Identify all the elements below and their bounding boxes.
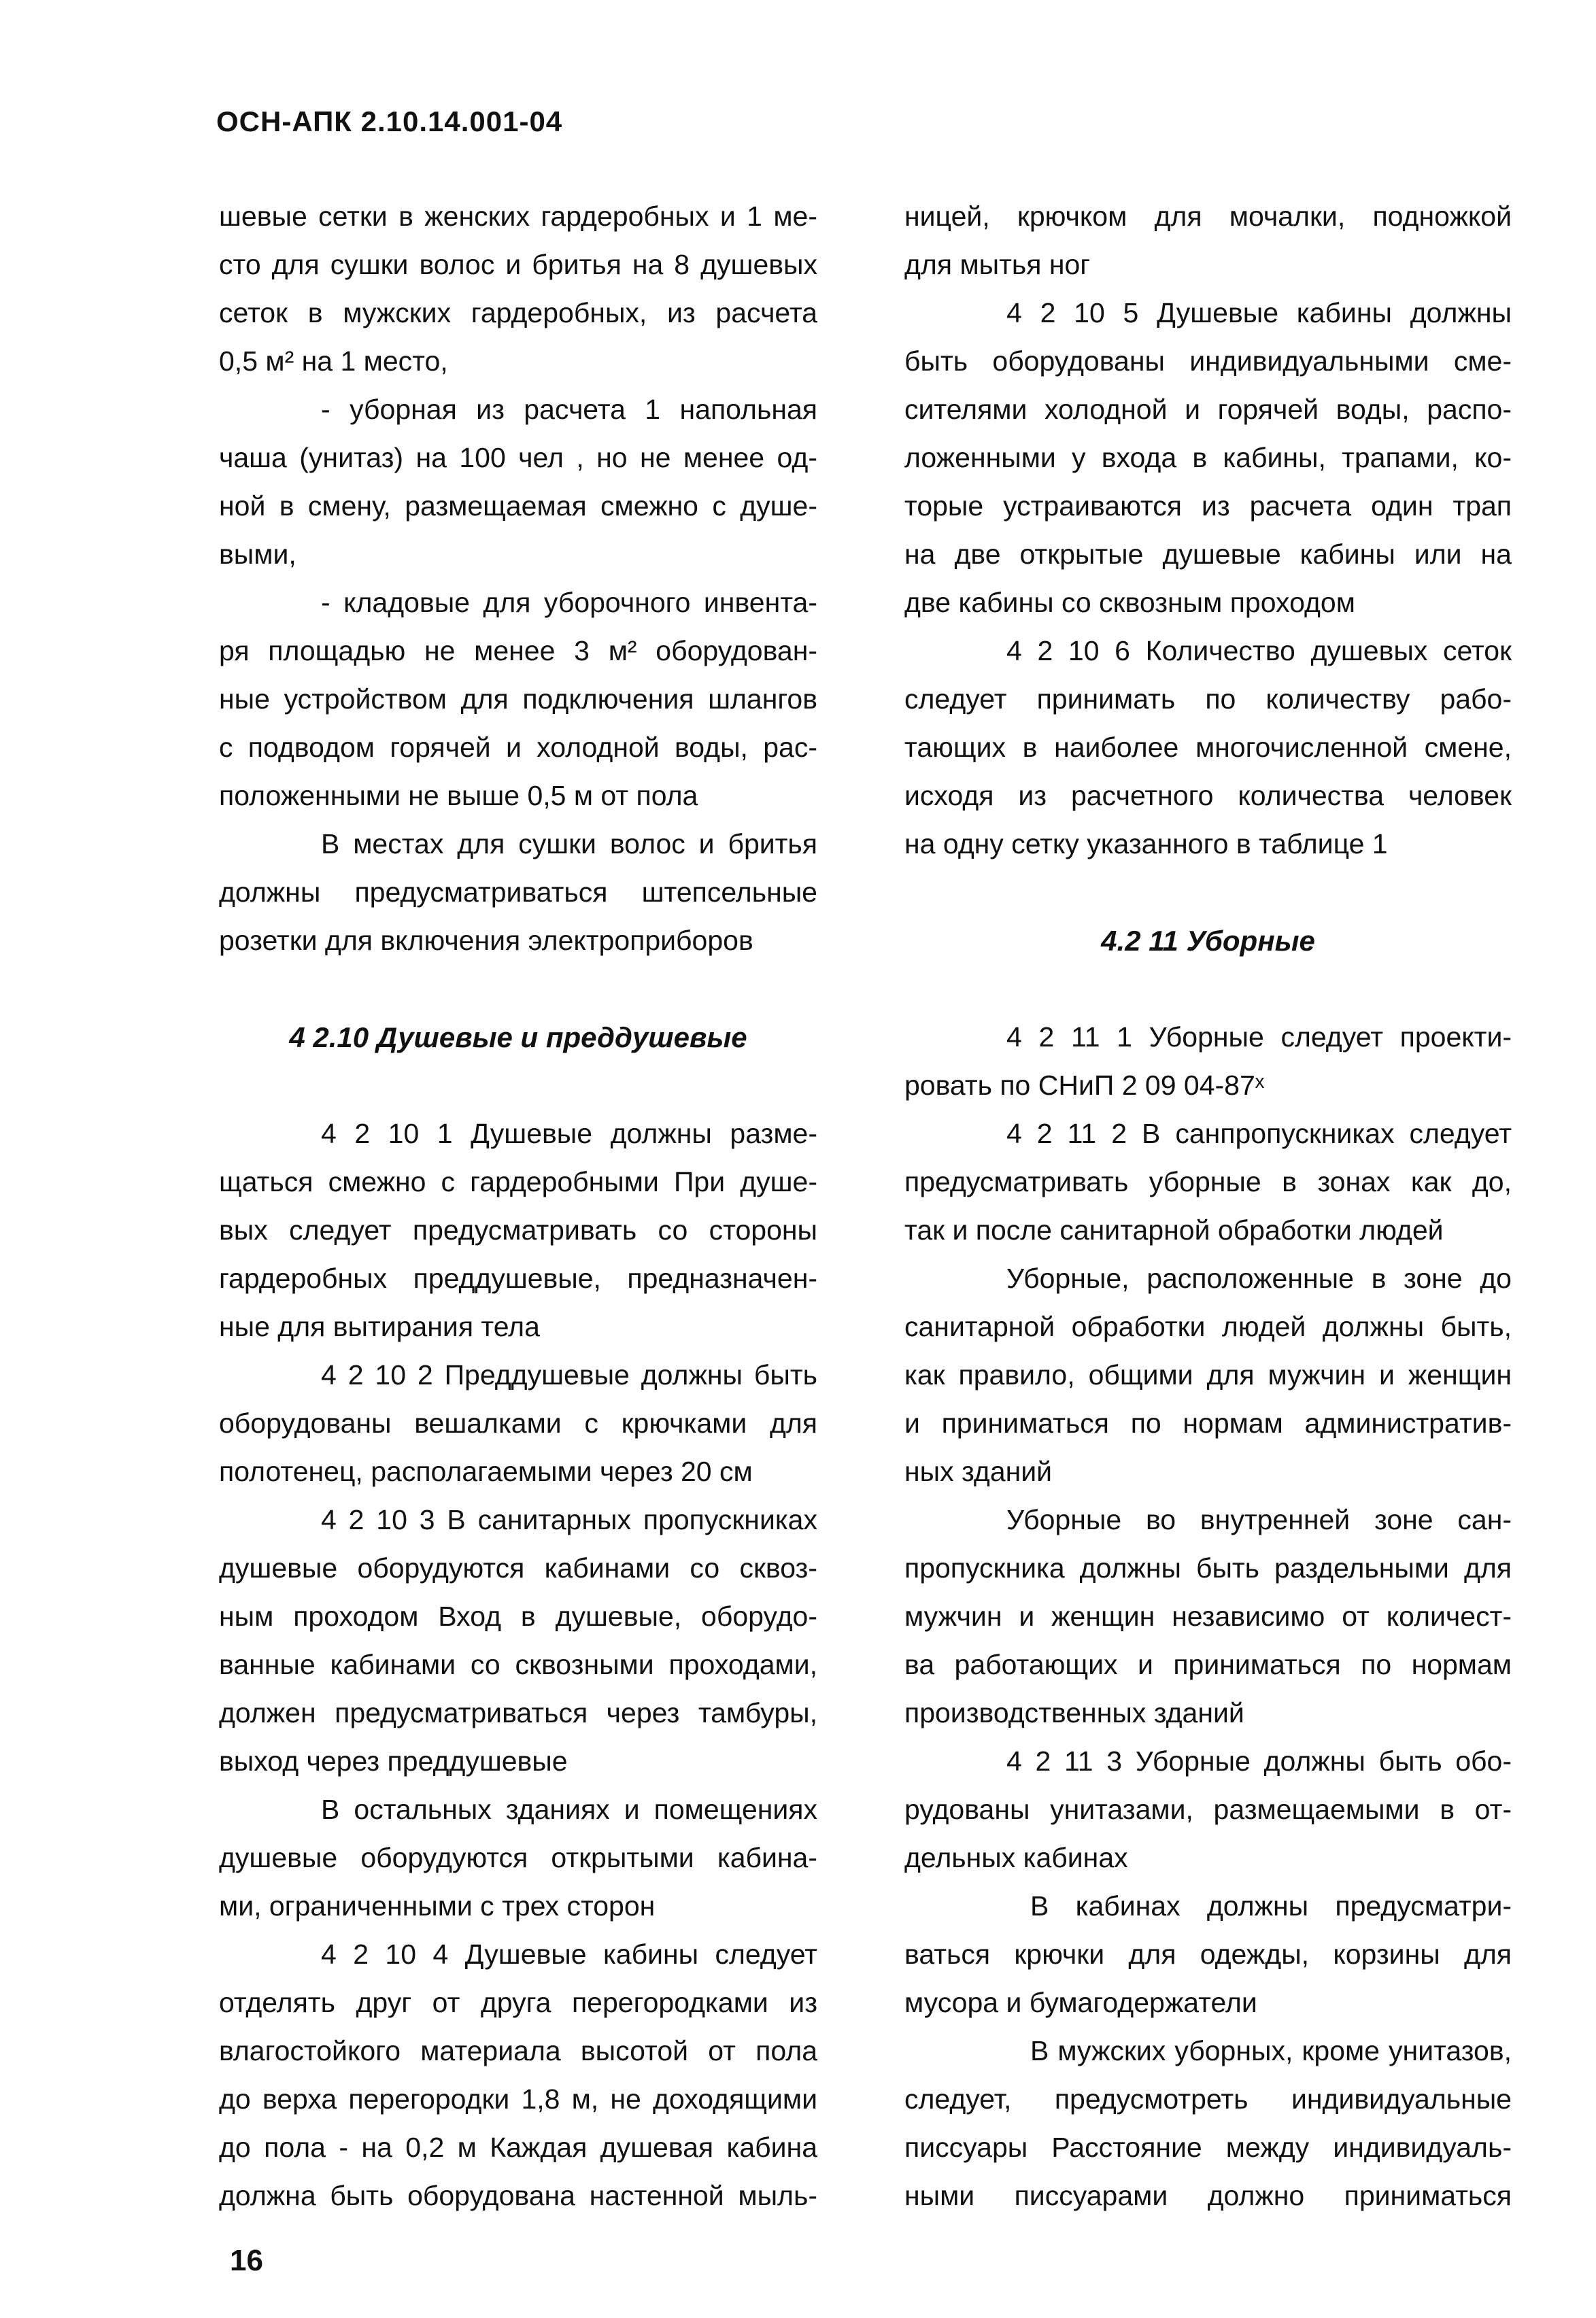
text-line: влагостойкого материала высотой от пола: [219, 2035, 817, 2066]
text-line: 0,5 м² на 1 место,: [219, 345, 448, 377]
text-line: ной в смену, размещаемая смежно с душе-: [219, 490, 817, 522]
text-line: ложенными у входа в кабины, трапами, ко-: [904, 442, 1512, 473]
text-line: пропускника должны быть раздельными для: [904, 1552, 1512, 1584]
text-line: ные для вытирания тела: [219, 1311, 540, 1342]
text-line: 4 2 10 1 Душевые должны разме-: [321, 1118, 817, 1149]
text-line: торые устраиваются из расчета один трап: [904, 490, 1512, 522]
text-line: дельных кабинах: [904, 1842, 1128, 1873]
text-line: должны предусматриваться штепсельные: [219, 876, 817, 908]
text-line: как правило, общими для мужчин и женщин: [904, 1359, 1512, 1391]
document-header: ОСН-АПК 2.10.14.001-04: [216, 105, 563, 137]
text-line: 4 2 11 2 В санпропускниках следует: [1006, 1118, 1512, 1149]
text-line: так и после санитарной обработки людей: [904, 1214, 1444, 1246]
text-line: 4 2 10 5 Душевые кабины должны: [1006, 297, 1512, 328]
text-line: 4 2 10 2 Преддушевые должны быть: [321, 1359, 817, 1391]
text-line: 4 2 10 4 Душевые кабины следует: [321, 1939, 817, 1970]
text-line: ванные кабинами со сквозными проходами,: [219, 1649, 817, 1680]
text-line: до пола - на 0,2 м Каждая душевая кабина: [219, 2132, 817, 2163]
text-line: Уборные во внутренней зоне сан-: [1006, 1504, 1512, 1535]
text-line: выми,: [219, 539, 296, 570]
text-line: две кабины со сквозным проходом: [904, 587, 1355, 618]
text-line: В кабинах должны предусматри-: [1030, 1890, 1512, 1922]
text-line: следует принимать по количеству рабо-: [904, 683, 1512, 715]
text-line: отделять друг от друга перегородками из: [219, 1987, 817, 2018]
text-line: 4 2 11 1 Уборные следует проекти-: [1006, 1021, 1512, 1053]
text-line: ми, ограниченными с трех сторон: [219, 1890, 656, 1922]
text-line: до верха перегородки 1,8 м, не доходящими: [219, 2083, 817, 2115]
text-line: ные устройством для подключения шлангов: [219, 683, 817, 715]
text-line: с подводом горячей и холодной воды, рас-: [219, 732, 817, 763]
text-line: на две открытые душевые кабины или на: [904, 539, 1512, 570]
text-line: - кладовые для уборочного инвента-: [321, 587, 817, 618]
section-heading: 4 2.10 Душевые и преддушевые: [289, 1021, 747, 1053]
text-line: положенными не выше 0,5 м от пола: [219, 780, 698, 811]
text-line: исходя из расчетного количества человек: [904, 780, 1512, 811]
text-line: ровать по СНиП 2 09 04-87ˣ: [904, 1070, 1265, 1101]
text-line: ваться крючки для одежды, корзины для: [904, 1939, 1512, 1970]
text-line: вых следует предусматривать со стороны: [219, 1214, 817, 1246]
left-text-column: [219, 192, 817, 2220]
text-line: гардеробных преддушевые, предназначен-: [219, 1263, 817, 1294]
text-line: ных зданий: [904, 1456, 1053, 1487]
text-line: В местах для сушки волос и бритья: [321, 828, 817, 859]
page-number: 16: [230, 2244, 263, 2277]
text-line: ными писсуарами должно приниматься: [904, 2180, 1512, 2211]
text-line: сеток в мужских гардеробных, из расчета: [219, 297, 817, 328]
text-line: Уборные, расположенные в зоне до: [1006, 1263, 1512, 1294]
text-line: душевые оборудуются кабинами со сквоз-: [219, 1552, 817, 1584]
text-line: следует, предусмотреть индивидуальные: [904, 2083, 1512, 2115]
text-line: ницей, крючком для мочалки, подножкой: [904, 201, 1512, 232]
text-line: В мужских уборных, кроме унитазов,: [1030, 2035, 1512, 2066]
text-line: на одну сетку указанного в таблице 1: [904, 828, 1388, 859]
text-line: должен предусматриваться через тамбуры,: [219, 1697, 817, 1728]
text-line: мусора и бумагодержатели: [904, 1987, 1257, 2018]
right-text-column: [904, 192, 1512, 2220]
text-line: душевые оборудуются открытыми кабина-: [219, 1842, 817, 1873]
text-line: ва работающих и приниматься по нормам: [904, 1649, 1512, 1680]
text-line: - уборная из расчета 1 напольная: [321, 394, 817, 425]
text-line: сто для сушки волос и бритья на 8 душевых: [219, 249, 817, 280]
text-line: мужчин и женщин независимо от количест-: [904, 1601, 1512, 1632]
text-line: и приниматься по нормам административ-: [904, 1408, 1512, 1439]
text-line: шевые сетки в женских гардеробных и 1 ме-: [219, 201, 817, 232]
text-line: полотенец, располагаемыми через 20 см: [219, 1456, 753, 1487]
text-line: чаша (унитаз) на 100 чел , но не менее од-: [219, 442, 817, 473]
text-line: предусматривать уборные в зонах как до,: [904, 1166, 1512, 1197]
text-line: для мытья ног: [904, 249, 1091, 280]
text-line: 4 2 10 6 Количество душевых сеток: [1006, 635, 1512, 666]
text-line: В остальных зданиях и помещениях: [321, 1794, 817, 1825]
text-line: выход через преддушевые: [219, 1745, 568, 1777]
text-line: оборудованы вешалками с крючками для: [219, 1408, 817, 1439]
section-heading: 4.2 11 Уборные: [1101, 925, 1315, 957]
text-line: 4 2 10 3 В санитарных пропускниках: [321, 1504, 817, 1535]
text-line: рудованы унитазами, размещаемыми в от-: [904, 1794, 1512, 1825]
text-line: щаться смежно с гардеробными При душе-: [219, 1166, 817, 1197]
text-line: быть оборудованы индивидуальными сме-: [904, 345, 1512, 377]
text-line: 4 2 11 3 Уборные должны быть обо-: [1006, 1745, 1512, 1777]
text-line: должна быть оборудована настенной мыль-: [219, 2180, 817, 2211]
text-line: тающих в наиболее многочисленной смене,: [904, 732, 1512, 763]
text-line: производственных зданий: [904, 1697, 1244, 1728]
text-line: сителями холодной и горячей воды, распо-: [904, 394, 1512, 425]
text-line: ным проходом Вход в душевые, оборудо-: [219, 1601, 817, 1632]
text-line: писсуары Расстояние между индивидуаль-: [904, 2132, 1512, 2163]
text-line: санитарной обработки людей должны быть,: [904, 1311, 1512, 1342]
text-line: розетки для включения электроприборов: [219, 925, 753, 956]
text-line: ря площадью не менее 3 м² оборудован-: [219, 635, 817, 666]
